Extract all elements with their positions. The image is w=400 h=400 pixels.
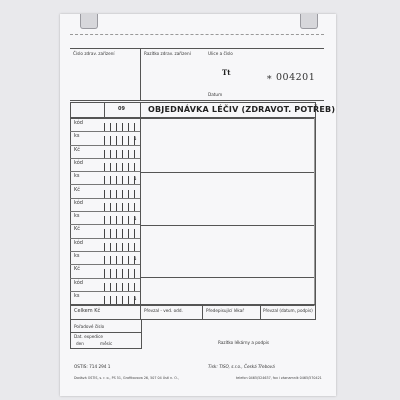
date-label: Datum (208, 92, 223, 97)
digit-divider (128, 176, 129, 184)
digit-divider (110, 176, 111, 184)
digit-divider (116, 256, 117, 264)
digit-divider (128, 216, 129, 224)
digit-divider (116, 283, 117, 291)
digit-divider (122, 150, 123, 158)
digit-divider (122, 296, 123, 304)
sequence-label: Pořadové číslo (74, 324, 105, 329)
digit-divider (128, 190, 129, 198)
digit-divider (128, 203, 129, 211)
digit-divider (134, 269, 135, 277)
supplier-address: Dodává OSTIS, s. r. o., PS 51, Grafikovova 26, 507 04 Ústí n. O., (74, 376, 179, 380)
digit-divider (122, 136, 123, 144)
digit-divider (134, 123, 135, 131)
binder-clip-right (300, 14, 318, 29)
item-row-label: Kč (74, 226, 81, 233)
expedition-label: Dat. expedice (74, 334, 104, 339)
digit-divider (110, 123, 111, 131)
digit-divider (110, 216, 111, 224)
digit-divider (116, 163, 117, 171)
digit-divider (104, 269, 105, 277)
item-row-label: ks (74, 173, 80, 180)
pharmacy-stamp-label: Razítko lékárny a podpis (218, 340, 270, 345)
digit-divider (110, 269, 111, 277)
form-title: OBJEDNÁVKA LÉČIV (ZDRAVOT. POTŘEB) (148, 105, 336, 114)
down-arrow-icon: ↓ (133, 216, 138, 223)
digit-divider (128, 163, 129, 171)
digit-divider (110, 136, 111, 144)
digit-divider (122, 216, 123, 224)
item-row[interactable] (70, 171, 140, 185)
perforation-line (70, 34, 324, 35)
down-arrow-icon: ↓ (133, 256, 138, 262)
digit-divider (134, 243, 135, 251)
digit-divider (134, 229, 135, 237)
digit-divider (110, 229, 111, 237)
digit-divider (116, 203, 117, 211)
supplier-phone: telefon 0465/524637, fax i záznamník 0465/570421 (236, 376, 322, 380)
digit-divider (122, 203, 123, 211)
digit-divider (128, 136, 129, 144)
digit-divider (110, 243, 111, 251)
digit-divider (116, 216, 117, 224)
digit-divider (104, 150, 105, 158)
down-arrow-icon: ↓ (133, 136, 138, 143)
item-row-label: Kč (74, 266, 81, 273)
digit-divider (122, 283, 123, 291)
month-label: měsíc (100, 341, 113, 346)
digit-divider (104, 296, 105, 304)
digit-divider (116, 123, 117, 131)
digit-divider (104, 136, 105, 144)
digit-divider (122, 269, 123, 277)
digit-divider (122, 123, 123, 131)
digit-divider (134, 150, 135, 158)
item-row-label: Kč (74, 146, 81, 153)
item-row[interactable] (70, 224, 140, 238)
digit-divider (128, 229, 129, 237)
digit-divider (116, 229, 117, 237)
digit-divider (110, 283, 111, 291)
item-row-label: ks (74, 292, 80, 299)
street-label: Ulice a číslo (208, 51, 233, 56)
item-row-label: ks (74, 133, 80, 140)
item-row[interactable] (70, 264, 140, 278)
digit-divider (104, 163, 105, 171)
digit-divider (104, 123, 105, 131)
digit-divider (116, 150, 117, 158)
item-row[interactable] (70, 251, 140, 265)
down-arrow-icon: ↓ (133, 176, 138, 183)
item-row-label: Kč (74, 186, 81, 193)
total-label: Celkem Kč (74, 308, 101, 314)
digit-divider (104, 216, 105, 224)
item-row[interactable] (70, 185, 140, 199)
item-row[interactable] (70, 211, 140, 225)
item-row-label: ks (74, 213, 80, 220)
digit-divider (134, 203, 135, 211)
digit-divider (110, 296, 111, 304)
digit-divider (104, 176, 105, 184)
digit-divider (116, 190, 117, 198)
digit-divider (116, 136, 117, 144)
digit-divider (134, 163, 135, 171)
binder-clip-left (80, 14, 98, 29)
digit-divider (122, 163, 123, 171)
digit-divider (122, 190, 123, 198)
digit-divider (104, 203, 105, 211)
received-date-label: Převzal (datum, podpis) (263, 308, 313, 313)
facility-stamp-label: Razítko zdrav. zařízení (144, 51, 191, 56)
item-row-label: kód (74, 239, 83, 246)
digit-divider (104, 190, 105, 198)
digit-divider (134, 283, 135, 291)
digit-divider (104, 243, 105, 251)
received-by-label: Převzal - ved. odd. (144, 308, 183, 313)
digit-divider (128, 256, 129, 264)
item-row-label: ks (74, 253, 80, 259)
digit-divider (110, 203, 111, 211)
digit-divider (128, 269, 129, 277)
digit-divider (128, 296, 129, 304)
star-mark: ∗ (266, 72, 273, 83)
facility-number-label: Číslo zdrav. zařízení (73, 51, 115, 56)
item-row[interactable] (70, 291, 140, 304)
digit-divider (128, 243, 129, 251)
digit-divider (116, 296, 117, 304)
digit-divider (110, 150, 111, 158)
digit-divider (116, 269, 117, 277)
item-row-label: kód (74, 279, 83, 286)
day-label: den (76, 341, 84, 346)
item-row-label: kód (74, 120, 83, 126)
digit-divider (110, 190, 111, 198)
digit-divider (116, 243, 117, 251)
digit-divider (110, 256, 111, 264)
prescriber-label: Předepisující lékař (206, 308, 245, 313)
digit-divider (134, 190, 135, 198)
digit-divider (128, 123, 129, 131)
serial-number: 004201 (276, 72, 316, 83)
item-row-label: kód (74, 199, 83, 206)
item-row-label: kód (74, 159, 83, 166)
series-code: Tt (222, 68, 231, 77)
digit-divider (116, 176, 117, 184)
form-code: 09 (118, 106, 125, 112)
digit-divider (122, 176, 123, 184)
order-form-sheet (60, 14, 336, 396)
down-arrow-icon: ↓ (133, 295, 138, 302)
ostis-code: OSTIS: 714 294 1 (74, 364, 111, 369)
digit-divider (128, 150, 129, 158)
digit-divider (122, 243, 123, 251)
digit-divider (104, 229, 105, 237)
printer-credit: Tisk: TISO, s.r.o., Česká Třebová (208, 364, 275, 369)
digit-divider (128, 283, 129, 291)
digit-divider (104, 283, 105, 291)
digit-divider (104, 256, 105, 264)
item-row[interactable] (70, 131, 140, 145)
digit-divider (110, 163, 111, 171)
item-row[interactable] (70, 145, 140, 159)
digit-divider (122, 256, 123, 264)
digit-divider (122, 229, 123, 237)
